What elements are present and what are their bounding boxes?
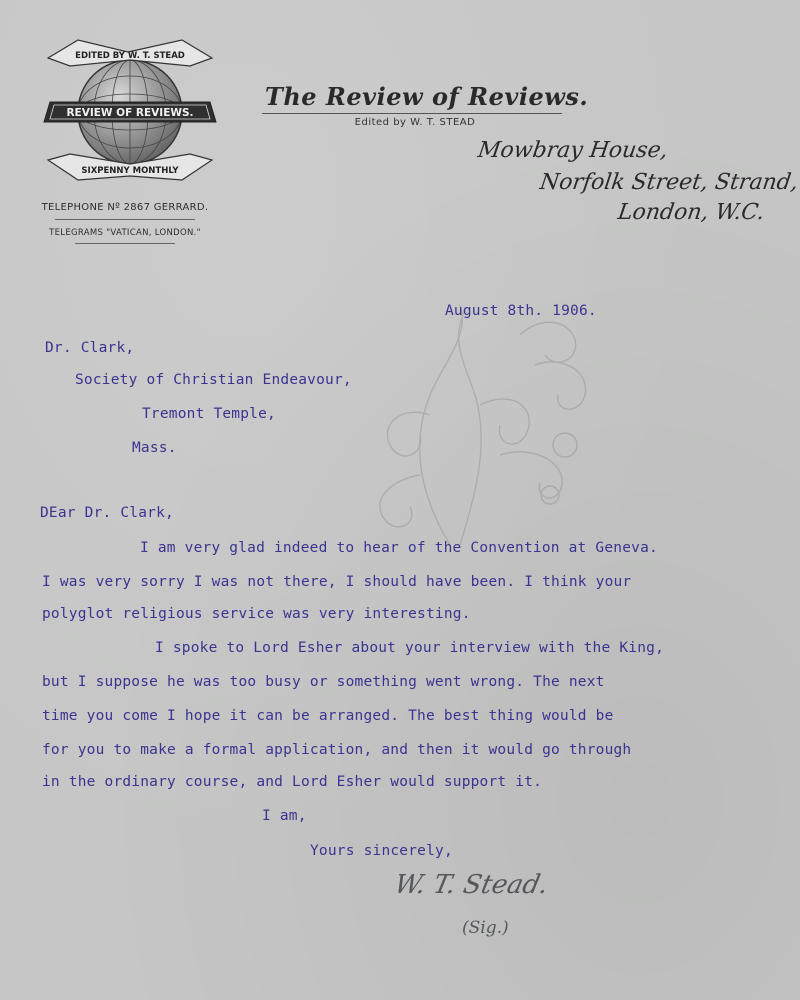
body-line: I was very sorry I was not there, I should have been. I think your	[42, 574, 632, 590]
review-of-reviews-globe-logo	[40, 30, 220, 198]
address-line-3: London, W.C.	[616, 200, 767, 225]
logo-bottom-ribbon-text: SIXPENNY MONTHLY	[81, 166, 179, 176]
signature: W. T. Stead.	[391, 870, 552, 900]
logo-top-ribbon-text: EDITED BY W. T. STEAD	[75, 51, 185, 61]
divider	[75, 243, 175, 244]
divider	[262, 113, 562, 114]
divider	[55, 219, 195, 220]
logo-banner-text: REVIEW OF REVIEWS.	[66, 107, 194, 119]
recipient-line-4: Mass.	[132, 440, 177, 456]
recipient-line-3: Tremont Temple,	[142, 406, 276, 422]
body-line: time you come I hope it can be arranged. The best thing would be	[42, 708, 614, 724]
body-line: in the ordinary course, and Lord Esher would support it.	[42, 774, 543, 790]
closing-line-1: I am,	[262, 808, 307, 824]
body-line: I am very glad indeed to hear of the Convention at Geneva.	[140, 540, 658, 556]
masthead-title: The Review of Reviews.	[265, 82, 589, 111]
address-line-2: Norfolk Street, Strand,	[538, 170, 800, 195]
body-line: but I suppose he was too busy or something went wrong. The next	[42, 674, 605, 690]
body-line: polyglot religious service was very interesting.	[42, 606, 471, 622]
edited-by-line: Edited by W. T. STEAD	[354, 117, 476, 128]
signature-note: (Sig.)	[462, 918, 509, 938]
telephone-line: TELEPHONE Nº 2867 GERRARD.	[41, 202, 209, 213]
salutation: DEar Dr. Clark,	[40, 505, 174, 521]
closing-line-2: Yours sincerely,	[310, 843, 453, 859]
watermark-emblem	[300, 295, 620, 555]
address-line-1: Mowbray House,	[476, 138, 670, 163]
telegrams-line: TELEGRAMS "VATICAN, LONDON."	[49, 228, 201, 238]
letter-date: August 8th. 1906.	[445, 303, 597, 319]
recipient-line-1: Dr. Clark,	[45, 340, 135, 356]
recipient-line-2: Society of Christian Endeavour,	[75, 372, 352, 388]
body-line: for you to make a formal application, and then it would go through	[42, 742, 632, 758]
body-line: I spoke to Lord Esher about your interview with the King,	[155, 640, 664, 656]
